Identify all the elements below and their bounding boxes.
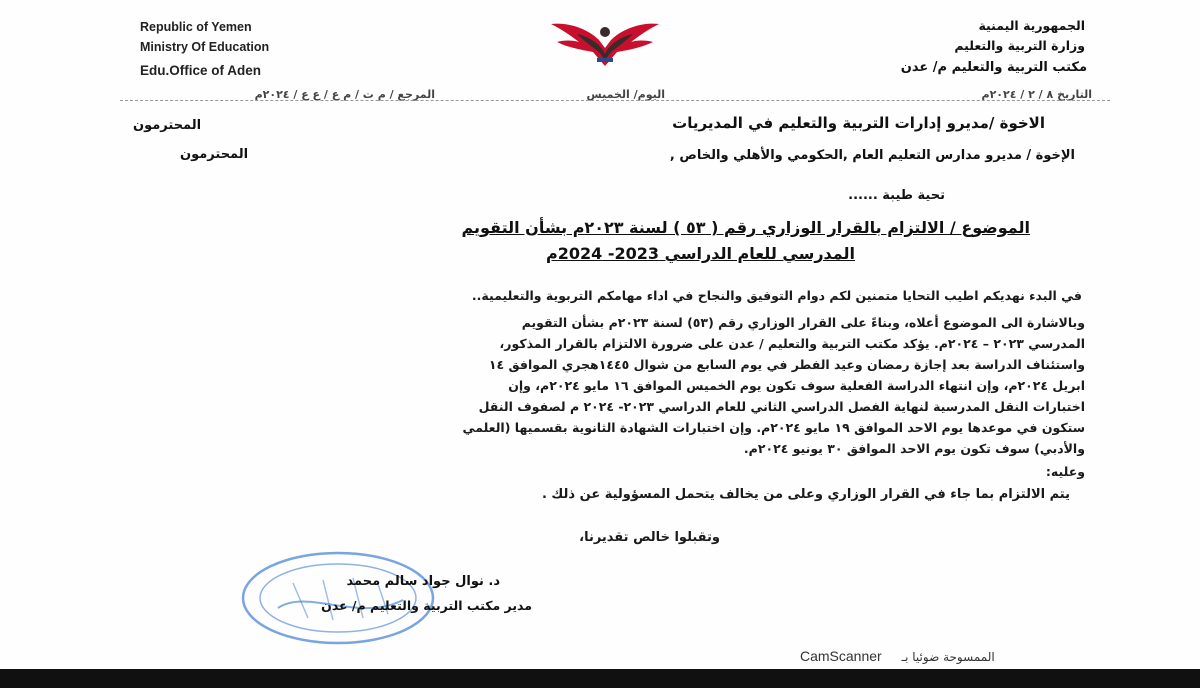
body-line-8: وعليه: [1045,464,1085,479]
recipients-line-2-suffix: المحترمون [180,147,249,162]
body-line-5: اختبارات النقل المدرسية لنهاية الفصل الدراسي الثاني للعام الدراسي ٢٠٢٣- ٢٠٢٤ م لصفوف النقل [478,399,1085,414]
closing: وتقبلوا خالص تقديرنا، [579,530,720,545]
camscanner-label: الممسوحة ضوئيا بـ [901,650,995,664]
header-en-line-3: Edu.Office of Aden [140,63,261,78]
body-line-1: وبالاشارة الى الموضوع أعلاه، وبناءً على القرار الوزاري رقم (٥٣) لسنة ٢٠٢٣م بشأن التقويم [521,315,1085,330]
body-line-4: ابريل ٢٠٢٤م، وإن انتهاء الدراسة الفعلية سوف تكون يوم الخميس الموافق ١٦ مايو ٢٠٢٤م، وإن [508,378,1085,393]
recipients-line-2: الإخوة / مديرو مدارس التعليم العام ,الحكومي والأهلي والخاص , [669,148,1075,163]
camscanner-brand: CamScanner [800,648,882,664]
reference-number: المرجع / م ت / م ع / ع ع / ٢٠٢٤م [254,88,435,101]
camscanner-watermark [800,648,995,664]
body-line-2: المدرسي ٢٠٢٣ – ٢٠٢٤م. يؤكد مكتب التربية والتعليم / عدن على ضرورة الالتزام بالقرار المذكور، [499,336,1085,351]
subject-line-1: الموضوع / الالتزام بالقرار الوزاري رقم ( ٥٣ ) لسنة ٢٠٢٣م بشأن التقويم [461,218,1030,237]
greeting: تحية طيبة ...... [848,188,945,203]
yemen-eagle-emblem-icon [547,18,663,68]
body-line-6: ستكون في موعدها يوم الاحد الموافق ١٩ مايو ٢٠٢٤م. وإن اختبارات الشهادة الثانوية بقسميها (العلمي [462,420,1085,435]
header-ar-line-1: الجمهورية اليمنية [978,18,1085,33]
subject-line-2: المدرسي للعام الدراسي 2023- 2024م [546,244,855,263]
header-en-line-2: Ministry Of Education [140,40,270,54]
header-divider [120,100,1110,101]
body-line-9: يتم الالتزام بما جاء في القرار الوزاري وعلى من يخالف يتحمل المسؤولية عن ذلك . [541,487,1070,502]
letter-day: اليوم/ الخميس [586,88,665,101]
signatory-name: د. نوال جواد سالم محمد [346,574,500,589]
body-opening: في البدء نهديكم اطيب التحايا متمنين لكم دوام التوفيق والنجاح في اداء مهامكم التربوية والتعليمية.. [471,288,1082,303]
bottom-black-bar [0,669,1200,688]
header-ar-line-3: مكتب التربية والتعليم م/ عدن [900,60,1087,75]
letter-date: التاريخ ٨ / ٢ / ٢٠٢٤م [981,88,1092,101]
recipients-line-1-suffix: المحترمون [133,118,202,133]
recipients-line-1: الاخوة /مديرو إدارات التربية والتعليم في المديريات [672,114,1045,132]
header-ar-line-2: وزارة التربية والتعليم [954,38,1085,53]
body-line-7: والأدبي) سوف تكون يوم الاحد الموافق ٣٠ يونيو ٢٠٢٤م. [743,441,1085,456]
signatory-title: مدير مكتب التربية والتعليم م/ عدن [321,598,532,613]
body-line-3: واستئناف الدراسة بعد إجازة رمضان وعيد الفطر في يوم السابع من شوال ١٤٤٥هجري الموافق ١٤ [488,357,1085,372]
header-en-line-1: Republic of Yemen [140,20,252,34]
